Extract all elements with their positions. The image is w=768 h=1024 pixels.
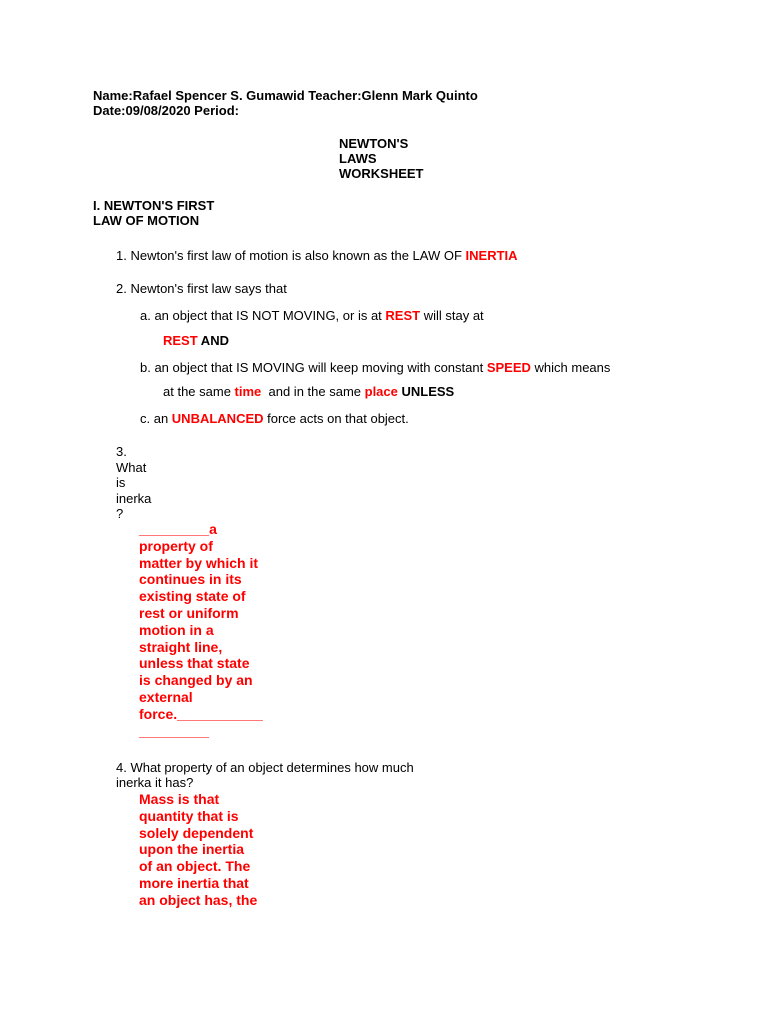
question-2b xyxy=(140,360,610,375)
question-2b-line2-mid: and in the same xyxy=(261,384,365,399)
answer-line: Mass is that xyxy=(139,791,220,807)
answer-line: an object has, the xyxy=(139,891,258,908)
answer-line: rest or uniform xyxy=(139,604,239,621)
question-2a xyxy=(140,308,484,323)
answer-line: continues in its xyxy=(139,571,242,588)
name-teacher-line: Name:Rafael Spencer S. Gumawid Teacher:Glenn Mark Quinto xyxy=(93,88,478,103)
question-3 xyxy=(116,444,151,522)
answer-line: of an object. The xyxy=(139,858,251,875)
answer-line: external xyxy=(139,688,193,705)
question-2b-answer-time: time xyxy=(234,384,262,399)
answer-line: is changed by an xyxy=(139,672,253,689)
question-2b-line2-text: at the same xyxy=(163,384,235,399)
question-3-line: inerka xyxy=(116,490,152,506)
question-2a-continued xyxy=(163,333,229,348)
question-2c xyxy=(140,411,409,426)
question-4-line-2: inerka it has? xyxy=(116,775,194,790)
answer-line: force.___________ xyxy=(139,705,263,722)
answer-line: matter by which it xyxy=(139,554,259,571)
answer-line: property of xyxy=(139,537,213,554)
question-2b-text: b. an object that IS MOVING will keep moving with constant xyxy=(140,360,487,375)
question-1-text: 1. Newton's first law of motion is also known as the LAW OF xyxy=(116,248,466,263)
section-heading xyxy=(93,198,214,228)
answer-line: _________ xyxy=(139,722,210,739)
question-2c-answer: UNBALANCED xyxy=(171,411,264,426)
answer-line: _________a xyxy=(139,521,217,537)
question-3-line: 3. xyxy=(116,444,127,459)
title-line-2: LAWS xyxy=(339,151,377,166)
question-2: 2. Newton's first law says that xyxy=(116,281,287,296)
question-4-answer xyxy=(139,791,257,909)
question-3-line: What xyxy=(116,459,147,475)
question-2b-answer-1: SPEED xyxy=(486,360,531,375)
title-line-3: WORKSHEET xyxy=(339,166,424,181)
question-1 xyxy=(116,248,518,263)
question-2c-text: c. an xyxy=(140,411,172,426)
title-line-1: NEWTON'S xyxy=(339,136,409,151)
worksheet-title xyxy=(339,136,424,181)
question-4-line-1: 4. What property of an object determines how much xyxy=(116,760,414,775)
answer-line: solely dependent xyxy=(139,824,254,841)
question-2a-and: AND xyxy=(197,333,229,348)
question-4 xyxy=(116,760,414,790)
question-3-answer xyxy=(139,521,263,739)
answer-line: existing state of xyxy=(139,588,246,605)
answer-line: quantity that is xyxy=(139,807,239,824)
question-2b-text-post: which means xyxy=(530,360,611,375)
question-3-line: is xyxy=(116,475,126,490)
answer-line: straight line, xyxy=(139,638,223,655)
question-3-line: ? xyxy=(116,506,124,521)
question-2a-text-post: will stay at xyxy=(420,308,484,323)
question-1-answer: INERTIA xyxy=(465,248,518,263)
question-2b-answer-place: place xyxy=(364,384,398,399)
question-2a-text: a. an object that IS NOT MOVING, or is at xyxy=(140,308,386,323)
answer-line: motion in a xyxy=(139,621,214,638)
section-heading-line-2: LAW OF MOTION xyxy=(93,213,200,228)
answer-line: unless that state xyxy=(139,655,250,672)
section-heading-line-1: I. NEWTON'S FIRST xyxy=(93,198,215,213)
answer-line: more inertia that xyxy=(139,874,249,891)
question-2c-text-post: force acts on that object. xyxy=(263,411,409,426)
question-2b-continued xyxy=(163,384,454,399)
question-2b-unless: UNLESS xyxy=(397,384,455,399)
answer-line: upon the inertia xyxy=(139,841,244,858)
date-period-line: Date:09/08/2020 Period: xyxy=(93,103,239,118)
question-2a-answer-2: REST xyxy=(163,333,198,348)
question-2a-answer-1: REST xyxy=(385,308,421,323)
